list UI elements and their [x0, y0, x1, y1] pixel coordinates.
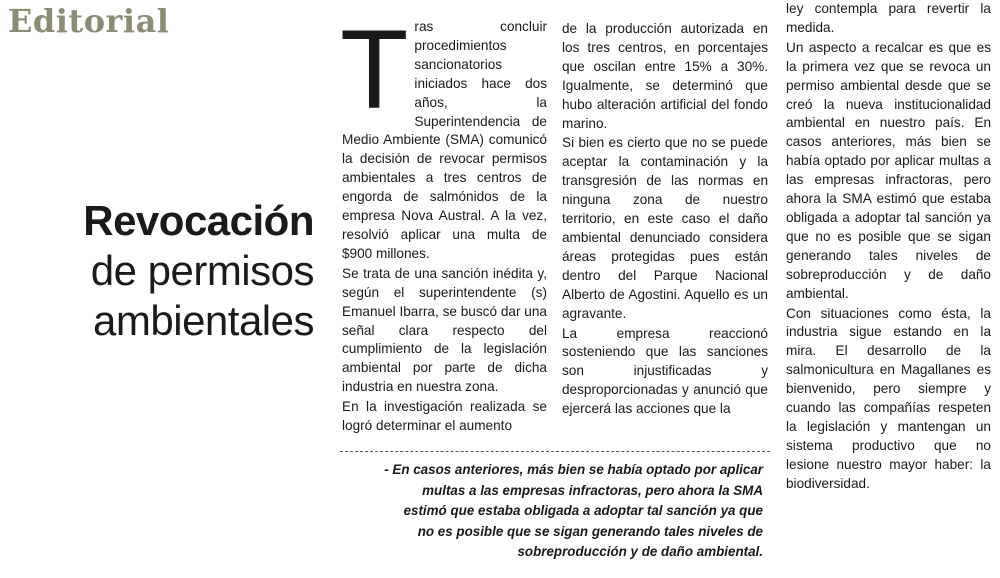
- article-column-3: [786, 0, 991, 495]
- headline: [83, 196, 314, 346]
- article-paragraph: Se trata de una sanción inédita y, según el superintendente (s) Emanuel Ibarra, se buscó dar una señal clara respecto del cumplimiento de la legislación ambiental por parte de dicha industria en nuestra zona.: [342, 265, 547, 395]
- pull-quote-line: no es posible que se sigan generando tales niveles de: [417, 523, 763, 539]
- article-paragraph: Si bien es cierto que no se puede aceptar la contaminación y la transgresión de las normas en ninguna zona de nuestro territorio, en este caso el daño ambiental denunciado considera áreas protegidas pues están dentro del Parque Nacional Alberto de Agostini. Aquello es un agravante.: [562, 135, 768, 321]
- pull-quote: [342, 460, 763, 563]
- drop-cap: T: [340, 7, 409, 132]
- headline-line-1: Revocación: [83, 197, 314, 244]
- pull-quote-line: multas a las empresas infractoras, pero ahora la SMA: [422, 482, 763, 498]
- pull-quote-line: sobreproducción y de daño ambiental.: [517, 544, 763, 560]
- article-column-2: [562, 20, 768, 420]
- article-paragraph: Un aspecto a recalcar es que es la primera vez que se revoca un permiso ambiental desde que se creó la nueva institucionalidad ambiental en nuestro país. En casos anteriores, más bien se había optado por aplicar multas a las empresas infractoras, pero ahora la SMA estimó que estaba obligada a adoptar tal sanción ya que no es posible que se sigan generando tales niveles de sobreproducción y de daño ambiental.: [786, 39, 991, 301]
- headline-line-2: de permisos: [90, 247, 314, 294]
- article-paragraph: ras concluir procedimientos sancionatorios iniciados hace dos años, la Superintendencia de Medio Ambiente (SMA) comunicó la decisión de revocar permisos ambientales a tres centros de engorda de salmónidos de la empresa Nova Austral. A la vez, resolvió aplicar una multa de $900 millones.: [342, 19, 547, 261]
- article-paragraph: ley contempla para revertir la medida.: [786, 1, 991, 35]
- pull-quote-divider: [340, 451, 770, 452]
- pull-quote-line: estimó que estaba obligada a adoptar tal sanción ya que: [403, 503, 763, 519]
- headline-line-3: ambientales: [93, 297, 314, 344]
- article-paragraph: Con situaciones como ésta, la industria sigue estando en la mira. El desarrollo de la salmonicultura en Magallanes es bienvenido, pero siempre y cuando las compañías respeten la legislación y mantengan un sistema productivo que no lesione nuestro mayor haber: la biodiversidad.: [786, 305, 991, 491]
- pull-quote-line: - En casos anteriores, más bien se había optado por aplicar: [384, 462, 763, 477]
- article-column-1: [340, 7, 547, 437]
- section-label: Editorial: [8, 2, 170, 40]
- article-paragraph: En la investigación realizada se logró determinar el aumento: [342, 399, 547, 434]
- article-paragraph: La empresa reaccionó sosteniendo que las sanciones son injustificadas y desproporcionadas y anunció que ejercerá las acciones que la: [562, 325, 768, 417]
- article-paragraph: de la producción autorizada en los tres centros, en porcentajes que oscilan entre 15% a 30%. Igualmente, se determinó que hubo alteración artificial del fondo marino.: [562, 21, 768, 131]
